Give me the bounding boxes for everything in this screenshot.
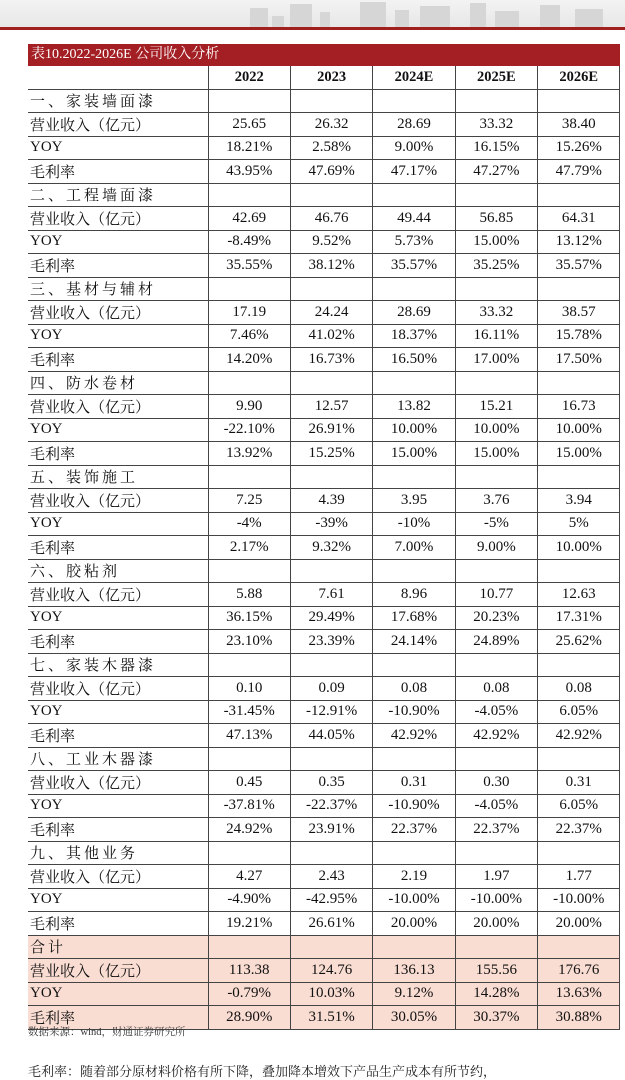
value-cell: 6.05% [538, 700, 620, 724]
value-cell: 5.88 [208, 583, 290, 607]
table-row [28, 230, 620, 254]
table-row [28, 888, 620, 912]
empty-cell [208, 935, 290, 959]
value-cell: 7.00% [373, 536, 455, 560]
table-row [28, 583, 620, 607]
value-cell: 14.28% [455, 982, 537, 1006]
empty-cell [373, 89, 455, 113]
value-cell: 15.00% [455, 442, 537, 466]
value-cell: 24.89% [455, 630, 537, 654]
value-cell: 38.40 [538, 113, 620, 137]
value-cell: -12.91% [290, 700, 372, 724]
empty-cell [373, 747, 455, 771]
value-cell: 24.14% [373, 630, 455, 654]
value-cell: 15.21 [455, 395, 537, 419]
value-cell: 44.05% [290, 724, 372, 748]
value-cell: 42.92% [538, 724, 620, 748]
empty-cell [373, 935, 455, 959]
table-row [28, 254, 620, 278]
value-cell: 17.50% [538, 348, 620, 372]
empty-cell [373, 371, 455, 395]
section-row [28, 277, 620, 301]
empty-cell [373, 465, 455, 489]
row-label: 营业收入（亿元） [28, 865, 208, 889]
table-row [28, 677, 620, 701]
value-cell: 7.46% [208, 324, 290, 348]
header-year: 2022 [208, 66, 290, 89]
empty-cell [373, 183, 455, 207]
section-title: 八、工业木器漆 [28, 747, 208, 771]
value-cell: 0.31 [373, 771, 455, 795]
row-label: 营业收入（亿元） [28, 301, 208, 325]
empty-cell [455, 89, 537, 113]
value-cell: 28.69 [373, 301, 455, 325]
value-cell: -10.00% [373, 888, 455, 912]
value-cell: -39% [290, 512, 372, 536]
row-label: 毛利率 [28, 818, 208, 842]
value-cell: 23.39% [290, 630, 372, 654]
value-cell: 3.95 [373, 489, 455, 513]
value-cell: -10.00% [538, 888, 620, 912]
value-cell: 47.17% [373, 160, 455, 184]
header-row [28, 66, 620, 89]
section-row [28, 559, 620, 583]
value-cell: 15.00% [373, 442, 455, 466]
row-label: 毛利率 [28, 442, 208, 466]
empty-cell [538, 559, 620, 583]
value-cell: 42.92% [373, 724, 455, 748]
row-label: 毛利率 [28, 254, 208, 278]
empty-cell [208, 371, 290, 395]
value-cell: 25.62% [538, 630, 620, 654]
value-cell: -4% [208, 512, 290, 536]
row-label: 营业收入（亿元） [28, 959, 208, 983]
table-row [28, 630, 620, 654]
table-row [28, 442, 620, 466]
table-row [28, 536, 620, 560]
empty-cell [373, 277, 455, 301]
value-cell: 47.79% [538, 160, 620, 184]
empty-cell [538, 89, 620, 113]
body-text-cutoff: 毛利率：随着部分原材料价格有所下降，叠加降本增效下产品生产成本有所节约， [28, 1064, 497, 1079]
value-cell: 16.73% [290, 348, 372, 372]
value-cell: 9.00% [373, 136, 455, 160]
value-cell: 43.95% [208, 160, 290, 184]
value-cell: 26.91% [290, 418, 372, 442]
value-cell: 0.08 [373, 677, 455, 701]
section-row [28, 371, 620, 395]
empty-cell [208, 277, 290, 301]
value-cell: 47.13% [208, 724, 290, 748]
table-body [28, 89, 620, 1029]
value-cell: 0.45 [208, 771, 290, 795]
empty-cell [290, 559, 372, 583]
empty-cell [290, 371, 372, 395]
value-cell: -4.90% [208, 888, 290, 912]
section-title: 六、胶粘剂 [28, 559, 208, 583]
value-cell: -10.90% [373, 700, 455, 724]
table-row [28, 771, 620, 795]
value-cell: 30.05% [373, 1006, 455, 1030]
row-label: 毛利率 [28, 724, 208, 748]
value-cell: 9.90 [208, 395, 290, 419]
row-label: 营业收入（亿元） [28, 207, 208, 231]
value-cell: 33.32 [455, 301, 537, 325]
value-cell: 16.50% [373, 348, 455, 372]
empty-cell [455, 183, 537, 207]
value-cell: 16.11% [455, 324, 537, 348]
value-cell: 26.32 [290, 113, 372, 137]
value-cell: -10.00% [455, 888, 537, 912]
value-cell: 176.76 [538, 959, 620, 983]
data-source-note: 数据来源：wind，财通证券研究所 [28, 1027, 186, 1038]
value-cell: 17.68% [373, 606, 455, 630]
value-cell: 15.25% [290, 442, 372, 466]
value-cell: 124.76 [290, 959, 372, 983]
value-cell: 9.32% [290, 536, 372, 560]
value-cell: 2.19 [373, 865, 455, 889]
empty-cell [290, 653, 372, 677]
value-cell: 12.63 [538, 583, 620, 607]
row-label: 毛利率 [28, 348, 208, 372]
empty-cell [290, 465, 372, 489]
value-cell: 23.10% [208, 630, 290, 654]
empty-cell [208, 841, 290, 865]
table-row [28, 324, 620, 348]
value-cell: 20.00% [373, 912, 455, 936]
value-cell: 18.37% [373, 324, 455, 348]
empty-cell [538, 277, 620, 301]
table-row [28, 865, 620, 889]
value-cell: 14.20% [208, 348, 290, 372]
value-cell: 25.65 [208, 113, 290, 137]
value-cell: 0.10 [208, 677, 290, 701]
value-cell: 15.26% [538, 136, 620, 160]
row-label: 毛利率 [28, 1006, 208, 1030]
value-cell: -42.95% [290, 888, 372, 912]
section-row [28, 465, 620, 489]
empty-cell [455, 841, 537, 865]
empty-cell [538, 465, 620, 489]
value-cell: 42.92% [455, 724, 537, 748]
value-cell: 10.00% [538, 418, 620, 442]
value-cell: 9.12% [373, 982, 455, 1006]
value-cell: 155.56 [455, 959, 537, 983]
row-label: YOY [28, 888, 208, 912]
table-row [28, 489, 620, 513]
empty-cell [455, 559, 537, 583]
section-title: 四、防水卷材 [28, 371, 208, 395]
empty-cell [455, 747, 537, 771]
value-cell: 36.15% [208, 606, 290, 630]
table-row [28, 912, 620, 936]
empty-cell [538, 841, 620, 865]
row-label: YOY [28, 136, 208, 160]
header-year: 2025E [455, 66, 537, 89]
value-cell: -22.10% [208, 418, 290, 442]
empty-cell [455, 935, 537, 959]
empty-cell [538, 935, 620, 959]
empty-cell [455, 465, 537, 489]
section-row [28, 747, 620, 771]
value-cell: 64.31 [538, 207, 620, 231]
section-row [28, 841, 620, 865]
value-cell: 2.43 [290, 865, 372, 889]
value-cell: 9.00% [455, 536, 537, 560]
value-cell: 2.17% [208, 536, 290, 560]
value-cell: -0.79% [208, 982, 290, 1006]
row-label: YOY [28, 512, 208, 536]
value-cell: 22.37% [455, 818, 537, 842]
header-banner [0, 0, 625, 30]
row-label: YOY [28, 230, 208, 254]
empty-cell [208, 89, 290, 113]
table-row [28, 136, 620, 160]
value-cell: 13.92% [208, 442, 290, 466]
value-cell: 22.37% [538, 818, 620, 842]
value-cell: 18.21% [208, 136, 290, 160]
table-row [28, 301, 620, 325]
value-cell: 24.92% [208, 818, 290, 842]
empty-cell [455, 277, 537, 301]
value-cell: 19.21% [208, 912, 290, 936]
empty-cell [208, 559, 290, 583]
row-label: 毛利率 [28, 912, 208, 936]
empty-cell [538, 747, 620, 771]
value-cell: -4.05% [455, 700, 537, 724]
table-row [28, 207, 620, 231]
header-year: 2023 [290, 66, 372, 89]
value-cell: 13.82 [373, 395, 455, 419]
value-cell: 33.32 [455, 113, 537, 137]
empty-cell [208, 653, 290, 677]
value-cell: 10.00% [373, 418, 455, 442]
revenue-analysis-table [28, 44, 620, 1030]
empty-cell [538, 371, 620, 395]
value-cell: 9.52% [290, 230, 372, 254]
row-label: 营业收入（亿元） [28, 395, 208, 419]
value-cell: -31.45% [208, 700, 290, 724]
value-cell: 20.00% [455, 912, 537, 936]
value-cell: 10.03% [290, 982, 372, 1006]
value-cell: 3.94 [538, 489, 620, 513]
header-year: 2026E [538, 66, 620, 89]
section-title: 二、工程墙面漆 [28, 183, 208, 207]
value-cell: 38.12% [290, 254, 372, 278]
value-cell: -10% [373, 512, 455, 536]
value-cell: 0.31 [538, 771, 620, 795]
table-row [28, 724, 620, 748]
empty-cell [208, 747, 290, 771]
value-cell: 7.61 [290, 583, 372, 607]
empty-cell [373, 559, 455, 583]
value-cell: 7.25 [208, 489, 290, 513]
value-cell: 28.69 [373, 113, 455, 137]
table-row [28, 794, 620, 818]
section-title: 一、家装墙面漆 [28, 89, 208, 113]
value-cell: 20.23% [455, 606, 537, 630]
row-label: YOY [28, 606, 208, 630]
value-cell: 47.27% [455, 160, 537, 184]
value-cell: 10.00% [455, 418, 537, 442]
value-cell: 16.73 [538, 395, 620, 419]
empty-cell [290, 747, 372, 771]
value-cell: -10.90% [373, 794, 455, 818]
table-row [28, 512, 620, 536]
value-cell: 30.37% [455, 1006, 537, 1030]
section-title: 三、基材与辅材 [28, 277, 208, 301]
empty-cell [208, 465, 290, 489]
table-row [28, 606, 620, 630]
value-cell: 28.90% [208, 1006, 290, 1030]
value-cell: 2.58% [290, 136, 372, 160]
value-cell: -37.81% [208, 794, 290, 818]
row-label: 毛利率 [28, 630, 208, 654]
value-cell: 0.08 [538, 677, 620, 701]
table-row [28, 348, 620, 372]
value-cell: 41.02% [290, 324, 372, 348]
section-title: 合计 [28, 935, 208, 959]
value-cell: 49.44 [373, 207, 455, 231]
table-row [28, 982, 620, 1006]
value-cell: 1.77 [538, 865, 620, 889]
row-label: YOY [28, 982, 208, 1006]
empty-cell [373, 841, 455, 865]
value-cell: 113.38 [208, 959, 290, 983]
header-rule [0, 27, 625, 30]
row-label: YOY [28, 794, 208, 818]
empty-cell [290, 183, 372, 207]
row-label: 营业收入（亿元） [28, 771, 208, 795]
empty-cell [455, 653, 537, 677]
table-row [28, 818, 620, 842]
value-cell: 15.00% [538, 442, 620, 466]
value-cell: 13.63% [538, 982, 620, 1006]
header-blank-cell [28, 66, 208, 89]
empty-cell [290, 841, 372, 865]
header-year: 2024E [373, 66, 455, 89]
value-cell: 0.30 [455, 771, 537, 795]
row-label: 毛利率 [28, 160, 208, 184]
empty-cell [290, 89, 372, 113]
value-cell: 10.00% [538, 536, 620, 560]
value-cell: 17.19 [208, 301, 290, 325]
value-cell: -5% [455, 512, 537, 536]
value-cell: 15.78% [538, 324, 620, 348]
value-cell: 13.12% [538, 230, 620, 254]
value-cell: 15.00% [455, 230, 537, 254]
value-cell: 46.76 [290, 207, 372, 231]
total-section-row [28, 935, 620, 959]
row-label: YOY [28, 700, 208, 724]
value-cell: -8.49% [208, 230, 290, 254]
row-label: YOY [28, 324, 208, 348]
value-cell: 30.88% [538, 1006, 620, 1030]
data-table [28, 66, 620, 1030]
value-cell: 35.25% [455, 254, 537, 278]
value-cell: 38.57 [538, 301, 620, 325]
section-row [28, 653, 620, 677]
empty-cell [208, 183, 290, 207]
value-cell: 31.51% [290, 1006, 372, 1030]
value-cell: 8.96 [373, 583, 455, 607]
value-cell: 22.37% [373, 818, 455, 842]
empty-cell [290, 277, 372, 301]
empty-cell [290, 935, 372, 959]
value-cell: 3.76 [455, 489, 537, 513]
value-cell: 0.08 [455, 677, 537, 701]
value-cell: 6.05% [538, 794, 620, 818]
empty-cell [373, 653, 455, 677]
value-cell: 5.73% [373, 230, 455, 254]
value-cell: 35.57% [373, 254, 455, 278]
section-row [28, 183, 620, 207]
table-row [28, 160, 620, 184]
row-label: 营业收入（亿元） [28, 583, 208, 607]
value-cell: 47.69% [290, 160, 372, 184]
value-cell: 0.35 [290, 771, 372, 795]
section-title: 七、家装木器漆 [28, 653, 208, 677]
value-cell: 17.00% [455, 348, 537, 372]
value-cell: 4.39 [290, 489, 372, 513]
value-cell: 136.13 [373, 959, 455, 983]
section-title: 九、其他业务 [28, 841, 208, 865]
value-cell: 26.61% [290, 912, 372, 936]
table-row [28, 959, 620, 983]
value-cell: 56.85 [455, 207, 537, 231]
empty-cell [455, 371, 537, 395]
empty-cell [538, 183, 620, 207]
table-row [28, 395, 620, 419]
row-label: YOY [28, 418, 208, 442]
value-cell: 4.27 [208, 865, 290, 889]
value-cell: 16.15% [455, 136, 537, 160]
row-label: 营业收入（亿元） [28, 489, 208, 513]
value-cell: 29.49% [290, 606, 372, 630]
row-label: 毛利率 [28, 536, 208, 560]
row-label: 营业收入（亿元） [28, 677, 208, 701]
empty-cell [538, 653, 620, 677]
value-cell: 17.31% [538, 606, 620, 630]
value-cell: 42.69 [208, 207, 290, 231]
section-row [28, 89, 620, 113]
table-title: 表10.2022-2026E 公司收入分析 [28, 44, 620, 66]
value-cell: 23.91% [290, 818, 372, 842]
value-cell: 12.57 [290, 395, 372, 419]
row-label: 营业收入（亿元） [28, 113, 208, 137]
value-cell: 5% [538, 512, 620, 536]
table-row [28, 113, 620, 137]
value-cell: 35.57% [538, 254, 620, 278]
value-cell: 1.97 [455, 865, 537, 889]
value-cell: 24.24 [290, 301, 372, 325]
value-cell: 35.55% [208, 254, 290, 278]
table-row [28, 700, 620, 724]
value-cell: -4.05% [455, 794, 537, 818]
value-cell: -22.37% [290, 794, 372, 818]
value-cell: 0.09 [290, 677, 372, 701]
table-row [28, 418, 620, 442]
value-cell: 20.00% [538, 912, 620, 936]
value-cell: 10.77 [455, 583, 537, 607]
section-title: 五、装饰施工 [28, 465, 208, 489]
